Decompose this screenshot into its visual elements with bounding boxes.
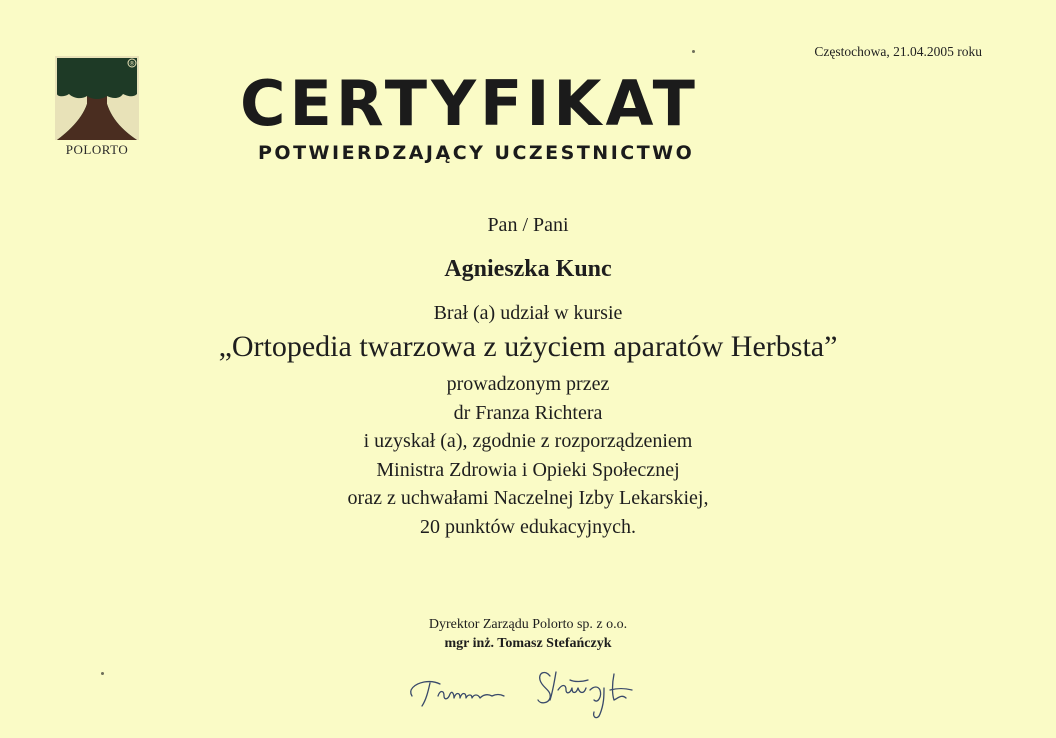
body-line: dr Franza Richtera: [453, 401, 603, 424]
body-line: 20 punktów edukacyjnych.: [419, 515, 637, 538]
tree-icon: [53, 54, 141, 142]
certificate-title: CERTYFIKAT: [240, 67, 699, 140]
scan-speck: [101, 672, 104, 675]
scan-speck: [692, 50, 695, 53]
body-line: prowadzonym przez: [446, 373, 610, 395]
body-line: i uzyskał (a), zgodnie z rozporządzeniem: [363, 430, 693, 452]
date-line: Częstochowa, 21.04.2005 roku: [814, 44, 982, 59]
course-intro: Brał (a) udział w kursie: [433, 302, 623, 324]
handwritten-signature: [400, 660, 660, 730]
body-line: Ministra Zdrowia i Opieki Społecznej: [376, 458, 680, 481]
signer-role: Dyrektor Zarządu Polorto sp. z o.o.: [428, 617, 628, 632]
signer-name: mgr inż. Tomasz Stefańczyk: [444, 636, 612, 651]
certificate-subtitle: POTWIERDZAJĄCY UCZESTNICTWO: [258, 142, 695, 164]
salutation: Pan / Pani: [487, 214, 569, 236]
certificate-body: [0, 370, 1056, 541]
course-title: „Ortopedia twarzowa z użyciem aparatów Herbsta”: [218, 330, 838, 363]
registered-mark: ®: [129, 60, 135, 68]
body-line: oraz z uchwałami Naczelnej Izby Lekarskiej,: [347, 487, 709, 509]
recipient-name: Agnieszka Kunc: [444, 256, 612, 282]
polorto-logo: [53, 54, 141, 164]
logo-wordmark: POLORTO: [65, 142, 129, 157]
signature-text: Tomasz Stefańczyk: [400, 660, 408, 661]
